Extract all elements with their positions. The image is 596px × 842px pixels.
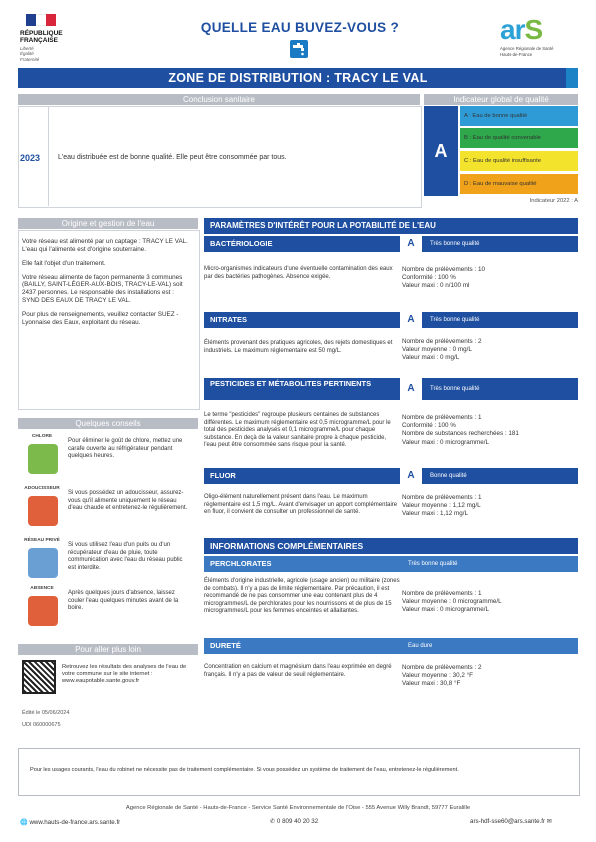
origine-heading: Origine et gestion de l'eau: [18, 218, 198, 229]
ars-subtitle: Agence Régionale de Santé Hauts-de-France: [500, 46, 554, 57]
carafe-icon: [28, 444, 58, 474]
info-band-perchlorates: [204, 556, 578, 572]
param-quality: Très bonne qualité: [430, 386, 480, 392]
param-name: NITRATES: [210, 315, 247, 324]
indicator-level-c: C : Eau de qualité insuffisante: [460, 151, 578, 171]
info-stats: [402, 664, 578, 689]
globe-icon: 🌐: [20, 819, 30, 826]
stat-line: Valeur maxi : 0 n/100 ml: [402, 282, 470, 290]
param-quality: Très bonne qualité: [430, 317, 480, 323]
info-desc: Concentration en calcium et magnésium dans l'eau exprimée en degré français. Il n'y a pas de valeur de seuil réglementaire.: [204, 664, 392, 678]
stat-line: Conformité : 100 %: [402, 274, 456, 282]
footer-website[interactable]: [20, 818, 120, 826]
stat-line: Valeur moyenne : 30,2 °F: [402, 672, 474, 680]
conclusion-year: 2023: [20, 153, 41, 163]
conseils-heading: Quelques conseils: [18, 418, 198, 429]
conseil-reseau-prive: [18, 538, 198, 590]
indicator-level-d: D : Eau de mauvaise qualité: [460, 174, 578, 194]
info-stats: [402, 590, 578, 615]
param-band-nitrates: [204, 312, 578, 328]
param-stats: [402, 494, 578, 519]
parametres-heading: PARAMÈTRES D'INTÉRÊT POUR LA POTABILITÉ DE L'EAU: [204, 218, 578, 234]
param-stats: [402, 266, 578, 291]
tap-water-icon: [290, 40, 308, 58]
edition-date: Édité le 05/06/2024: [22, 710, 70, 716]
infos-heading: INFORMATIONS COMPLÉMENTAIRES: [204, 538, 578, 554]
phone-icon: ✆: [270, 818, 277, 825]
page-title: QUELLE EAU BUVEZ-VOUS ?: [200, 20, 400, 35]
origine-paragraph: Votre réseau est alimenté par un captage : TRACY LE VAL. L'eau qui l'alimente est d'origine souterraine.: [22, 238, 188, 253]
softener-icon: [28, 496, 58, 526]
ars-logo: arS: [500, 14, 543, 45]
zone-accent: [566, 68, 578, 88]
conclusion-text: L'eau distribuée est de bonne qualité. Elle peut être consommée par tous.: [58, 154, 287, 161]
param-grade: A: [400, 312, 422, 328]
stat-line: Nombre de prélèvements : 2: [402, 664, 482, 671]
qr-code-icon[interactable]: [22, 660, 56, 694]
indicator-grade: A: [424, 106, 458, 196]
zone-title: ZONE DE DISTRIBUTION : TRACY LE VAL: [18, 68, 578, 88]
stat-line: Valeur maxi : 0 microgramme/L: [402, 438, 490, 446]
conseil-label: ADOUCISSEUR: [24, 486, 60, 491]
republique-label: RÉPUBLIQUE FRANÇAISE: [20, 30, 63, 45]
param-quality: Bonne qualité: [430, 473, 467, 479]
param-name: PESTICIDES ET MÉTABOLITES PERTINENTS: [210, 379, 372, 388]
param-band-fluor: [204, 468, 578, 484]
stat-line: Conformité : 100 %: [402, 422, 456, 430]
param-desc: Le terme "pesticides" regroupe plusieurs centaines de substances différentes. Le maximum réglementaire est 0,5 microgramme/L pour le total des pesticides analysés et 0,1 microgramme/L pour chaque substance. En deçà de la valeur sanitaire propre à chaque pesticide, l'eau peut être consommée sans risque pour la santé.: [204, 412, 391, 448]
stat-line: Nombre de prélèvements : 1: [402, 414, 482, 421]
udi-code: UDI 060000675: [22, 722, 61, 728]
indicator-level-a: A : Eau de bonne qualité: [460, 106, 578, 126]
conseil-label: RÉSEAU PRIVÉ: [24, 538, 60, 543]
origine-paragraph: Pour plus de renseignements, veuillez contacter SUEZ - Lyonnaise des Eaux, exploitant du réseau.: [22, 311, 179, 326]
origine-paragraph: Votre réseau alimente de façon permanente 3 communes (BAILLY, SAINT-LÉGER-AUX-BOIS, TRACY-LE-VAL) soit 2437 personnes. Le responsable des installations est : SYND DES EAUX DE TRACY LE VAL.: [22, 273, 183, 305]
indicator-heading: Indicateur global de qualité: [424, 94, 578, 105]
conseil-chlore: [18, 434, 198, 486]
stat-line: Valeur maxi : 0 mg/L: [402, 354, 460, 362]
house-icon: [28, 596, 58, 626]
footer-email-text[interactable]: ars-hdf-sse60@ars.sante.fr: [470, 818, 546, 825]
french-flag-logo: [26, 14, 56, 26]
param-grade: A: [400, 236, 422, 252]
stat-line: Valeur maxi : 0 microgramme/L: [402, 606, 490, 614]
conseil-absence: [18, 586, 198, 638]
param-quality: Très bonne qualité: [430, 241, 480, 247]
param-desc: Oligo-élément naturellement présent dans l'eau. Le maximum réglementaire est 1,5 mg/L. Avant d'envisager un apport complémentaire en fluor, il convient de consulter un professionnel de santé.: [204, 494, 398, 515]
conclusion-heading: Conclusion sanitaire: [18, 94, 420, 105]
param-desc: Éléments provenant des pratiques agricoles, des rejets domestiques et industriels. Le maximum réglementaire est 50 mg/L.: [204, 340, 393, 354]
param-band-pesticides: [204, 378, 578, 400]
stat-line: Valeur moyenne : 0 microgramme/L: [402, 598, 502, 606]
conseil-text: Pour éliminer le goût de chlore, mettez une carafe ouverte au réfrigérateur pendant quelques heures.: [68, 438, 183, 459]
conseil-adoucisseur: [18, 486, 198, 538]
footer-phone: [270, 818, 318, 825]
conseil-text: Si vous possédez un adoucisseur, assurez-vous qu'il alimente uniquement le réseau d'eau chaude et entretenez-le régulièrement.: [68, 490, 188, 511]
stat-line: Nombre de prélèvements : 2: [402, 338, 482, 345]
stat-line: Valeur maxi : 30,8 °F: [402, 680, 461, 688]
info-band-durete: [204, 638, 578, 654]
motto: Liberté Égalité Fraternité: [20, 46, 40, 62]
stat-line: Nombre de substances recherchées : 181: [402, 430, 519, 438]
param-band-bacteriologie: [204, 236, 578, 252]
origine-paragraph: Elle fait l'objet d'un traitement.: [22, 259, 106, 267]
param-desc: Micro-organismes indicateurs d'une éventuelle contamination des eaux par des bactéries pathogènes. Absence exigée.: [204, 266, 393, 280]
info-quality: Très bonne qualité: [408, 561, 458, 567]
plus-loin-text[interactable]: Retrouvez les résultats des analyses de l'eau de votre commune sur le site internet : www.eaupotable.sante.gouv.fr: [62, 664, 187, 685]
param-grade: A: [400, 468, 422, 484]
indicator-footer: Indicateur 2022 : A: [529, 198, 578, 204]
origine-text: [22, 238, 192, 333]
conseil-label: CHLORE: [31, 434, 53, 439]
indicator-level-b: B : Eau de qualité convenable: [460, 128, 578, 148]
info-name: PERCHLORATES: [210, 559, 272, 568]
conseil-text: Si vous utilisez l'eau d'un puits ou d'un récupérateur d'eau de pluie, toute communication avec l'eau du réseau public est interdite.: [68, 542, 183, 571]
notice-text: Pour les usages courants, l'eau du robinet ne nécessite pas de traitement complémentaire. Si vous possédez un système de traitement de l'eau, entretenez-le régulièrement.: [30, 767, 459, 773]
info-quality: Eau dure: [408, 643, 433, 649]
stat-line: Valeur moyenne : 1,12 mg/L: [402, 502, 481, 510]
well-icon: [28, 548, 58, 578]
stat-line: Nombre de prélèvements : 1: [402, 494, 482, 501]
footer-email[interactable]: [470, 818, 552, 825]
footer-website-text[interactable]: www.hauts-de-france.ars.sante.fr: [29, 819, 121, 826]
stat-line: Nombre de prélèvements : 10: [402, 266, 485, 273]
param-grade: A: [400, 378, 422, 400]
mail-icon: ✉: [545, 818, 552, 825]
conseil-text: Après quelques jours d'absence, laissez couler l'eau quelques minutes avant de la boire.: [68, 590, 179, 611]
param-stats: [402, 338, 578, 363]
info-name: DURETÉ: [210, 641, 241, 650]
plus-loin-heading: Pour aller plus loin: [18, 644, 198, 655]
footer-phone-text: 0 809 40 20 32: [276, 818, 319, 825]
param-stats: [402, 414, 578, 447]
footer-address: Agence Régionale de Santé - Hauts-de-France - Service Santé Environnementale de l'Oise - 555 Avenue Willy Brandt, 59777 Euralille: [125, 805, 471, 811]
conseil-label: ABSENCE: [30, 586, 54, 591]
stat-line: Valeur moyenne : 0 mg/L: [402, 346, 472, 354]
param-name: BACTÉRIOLOGIE: [210, 239, 273, 248]
param-name: FLUOR: [210, 471, 236, 480]
info-desc: Éléments d'origine industrielle, agricole (usage ancien) ou militaire (zones de combats). Il n'y a pas de limite réglementaire. Par précaution, il est recommandé de ne pas consommer une eau contenant plus de 4 microgrammes/L de perchlorates pour les nourrissons et de plus de 15 microgrammes/L pour les femmes enceintes et allaitantes.: [204, 578, 400, 614]
stat-line: Nombre de prélèvements : 1: [402, 590, 482, 597]
stat-line: Valeur maxi : 1,12 mg/L: [402, 510, 469, 518]
